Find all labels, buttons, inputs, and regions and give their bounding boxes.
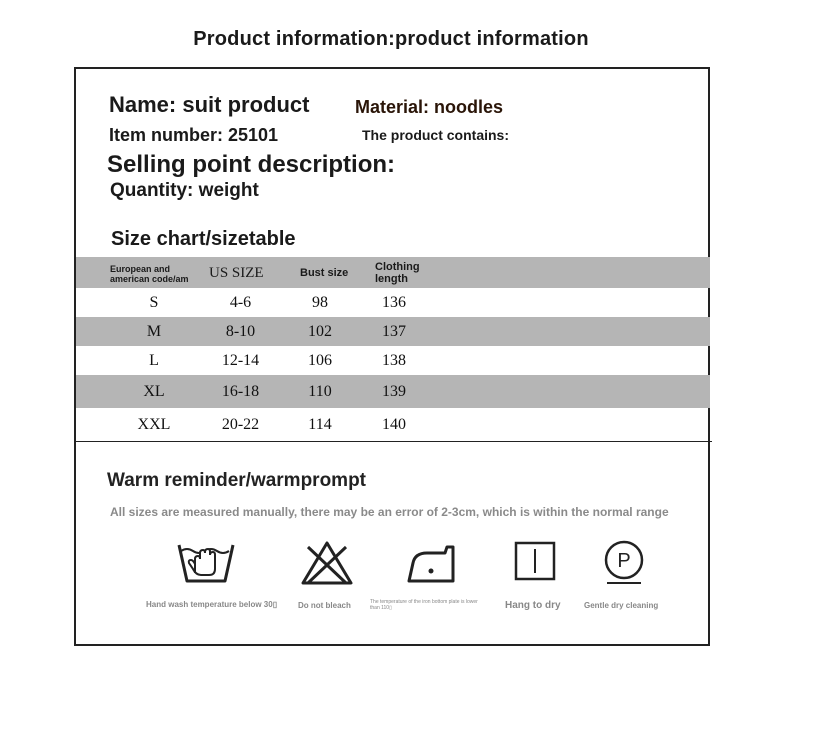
cell-us: 4-6 bbox=[229, 293, 252, 311]
header-eu-size bbox=[110, 264, 189, 284]
iron-label-line2: than 110▯ bbox=[370, 605, 392, 611]
item-number: Item number: 25101 bbox=[109, 125, 279, 145]
cell-us: 8-10 bbox=[225, 322, 256, 340]
hand-wash-label: Hand wash temperature below 30▯ bbox=[146, 600, 278, 609]
dry-clean-label: Gentle dry cleaning bbox=[584, 601, 659, 610]
product-material: Material: noodles bbox=[355, 97, 504, 117]
iron-label-line1: The temperature of the iron bottom plate is lower bbox=[370, 599, 478, 605]
hang-dry-icon bbox=[514, 539, 558, 583]
header-eu-line2: american code/am bbox=[110, 274, 189, 284]
do-not-bleach-icon bbox=[300, 539, 354, 587]
hang-dry-label: Hang to dry bbox=[505, 600, 561, 611]
size-table-header bbox=[76, 257, 710, 288]
iron-icon bbox=[405, 539, 455, 587]
header-eu-line1: European and bbox=[110, 264, 171, 274]
dry-clean-symbol: P bbox=[617, 550, 631, 572]
cell-bust: 110 bbox=[308, 382, 332, 400]
quantity-text: Quantity: weight bbox=[110, 180, 259, 201]
warm-reminder-title: Warm reminder/warmprompt bbox=[107, 470, 367, 491]
cell-bust: 102 bbox=[308, 322, 332, 340]
cell-eu: XL bbox=[143, 382, 165, 400]
table-row bbox=[76, 317, 710, 346]
header-clothing-line2: length bbox=[375, 273, 408, 285]
dry-clean-icon bbox=[603, 539, 647, 585]
cell-bust: 114 bbox=[308, 415, 332, 433]
warm-reminder-note: All sizes are measured manually, there may be an error of 2-3cm, which is within the normal range bbox=[110, 505, 669, 519]
cell-length: 137 bbox=[382, 322, 406, 340]
product-name: Name: suit product bbox=[109, 92, 310, 117]
page-title: Product information:product information bbox=[193, 28, 589, 50]
table-row bbox=[76, 408, 710, 441]
header-bust-size: Bust size bbox=[300, 267, 349, 279]
cell-length: 140 bbox=[382, 415, 406, 433]
cell-eu: L bbox=[149, 351, 159, 369]
iron-label bbox=[370, 599, 478, 611]
table-row bbox=[76, 288, 710, 317]
cell-bust: 98 bbox=[312, 293, 328, 311]
cell-us: 16-18 bbox=[221, 382, 260, 400]
cell-eu: M bbox=[146, 322, 162, 340]
cell-bust: 106 bbox=[308, 351, 332, 369]
table-row bbox=[76, 346, 710, 375]
size-chart-title: Size chart/sizetable bbox=[111, 228, 296, 250]
product-contains: The product contains: bbox=[362, 127, 509, 143]
header-clothing-line1: Clothing bbox=[375, 261, 420, 273]
hand-wash-icon bbox=[177, 539, 235, 587]
selling-point-heading: Selling point description: bbox=[107, 151, 395, 178]
cell-length: 139 bbox=[382, 382, 406, 400]
cell-length: 136 bbox=[382, 293, 406, 311]
table-row bbox=[76, 375, 710, 408]
do-not-bleach-label: Do not bleach bbox=[298, 601, 351, 610]
product-info-card bbox=[74, 67, 710, 646]
cell-eu: XXL bbox=[137, 415, 171, 433]
header-us-size: US SIZE bbox=[209, 265, 264, 281]
cell-us: 12-14 bbox=[221, 351, 260, 369]
header-clothing-length bbox=[375, 261, 420, 285]
section-divider bbox=[76, 441, 712, 442]
cell-eu: S bbox=[149, 293, 159, 311]
cell-us: 20-22 bbox=[221, 415, 260, 433]
cell-length: 138 bbox=[382, 351, 406, 369]
